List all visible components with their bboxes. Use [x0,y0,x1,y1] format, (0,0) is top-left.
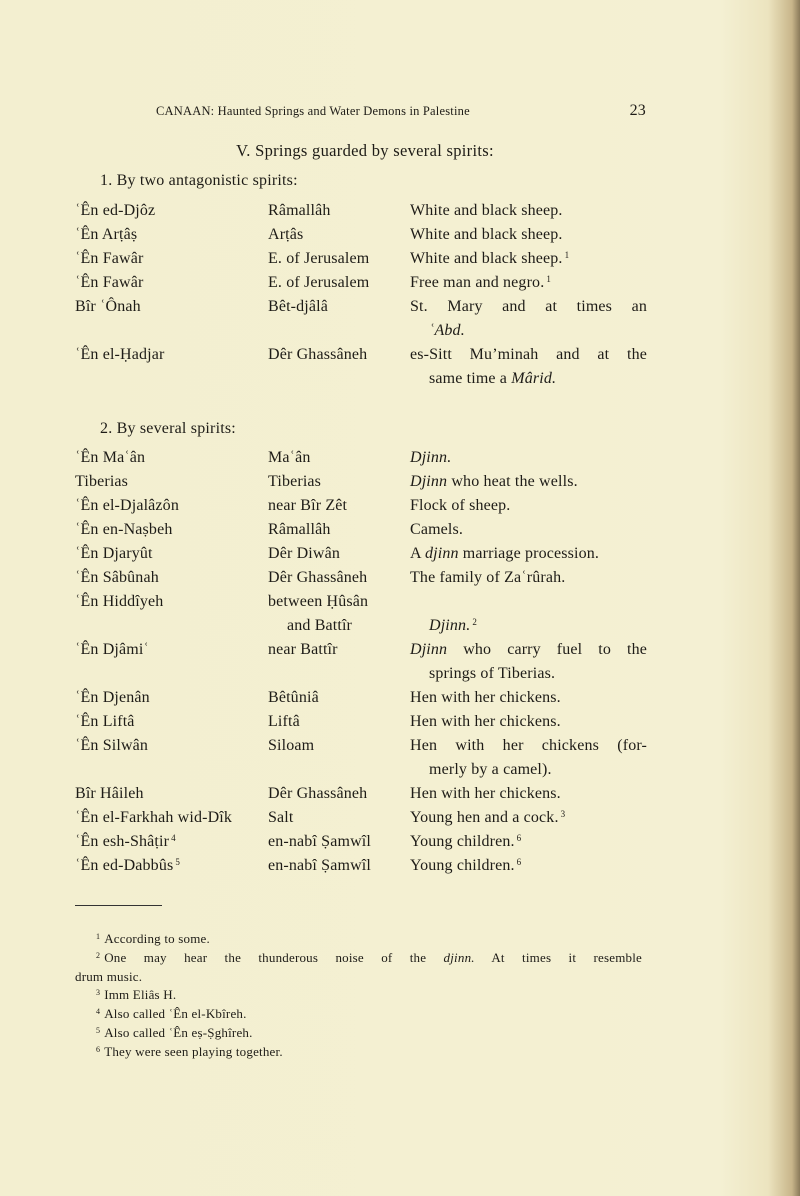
spirit-description-cell [410,223,647,247]
spring-name: ʿÊn Maʿân [75,449,146,466]
footnote [75,949,642,968]
page-number: 23 [629,102,646,119]
location-cell [268,710,410,734]
footnote-text: One may hear the thunderous noise of the [104,949,444,965]
running-header [156,104,646,119]
location-cell [268,494,410,518]
description-text: Camels. [410,521,464,538]
footnote-text: According to some. [104,931,210,946]
table-row [75,854,647,878]
spring-name: ʿÊn Silwân [75,737,149,754]
spring-name-cell [75,782,268,806]
description-line [410,734,647,758]
table-row [75,199,647,223]
table-row [75,686,647,710]
spring-name-cell [75,566,268,590]
spring-name-cell [75,494,268,518]
location-line: Dêr Ghassâneh [268,346,368,363]
description-text: merly by a camel). [429,761,552,778]
location-line: Bêtûniâ [268,689,319,706]
description-text: es-Sitt Mu’minah and at the [410,346,647,363]
location-cell [268,446,410,470]
description-text: Hen with her chickens (for- [410,737,647,754]
location-line: en-nabî Ṣamwîl [268,857,371,874]
description-line [410,247,647,271]
description-line [410,367,647,391]
location-cell [268,638,410,686]
location-line: Siloam [268,737,315,754]
description-line [410,223,647,247]
location-line: Liftâ [268,713,300,730]
spirit-description-cell [410,638,647,686]
table-row [75,223,647,247]
spring-name-cell [75,686,268,710]
table-row [75,295,647,343]
footnote-number: 5 [96,1025,101,1035]
spirit-description-cell [410,686,647,710]
description-text: Hen with her chickens. [410,785,561,802]
spirit-description-cell [410,734,647,782]
table-row [75,638,647,686]
spring-name-cell [75,199,268,223]
description-line [410,295,647,319]
location-line: near Bîr Zêt [268,497,348,514]
description-text: White and black sheep. [410,250,563,267]
spring-name-cell [75,710,268,734]
footnote-ref: 6 [516,857,522,867]
location-cell [268,247,410,271]
location-cell [268,199,410,223]
location-cell [268,686,410,710]
description-text: Young children. [410,857,515,874]
location-line: Arṭâs [268,226,304,243]
spring-name-cell [75,343,268,391]
description-line [410,662,647,686]
description-line [410,319,647,343]
spring-name: ʿÊn ed-Dabbûs [75,857,174,874]
location-line: and Battîr [287,617,353,634]
spirit-description-cell [410,518,647,542]
footnote-number: 6 [96,1044,101,1054]
spirit-description-cell [410,854,647,878]
table-row [75,734,647,782]
footnote-ref: 5 [175,857,181,867]
description-text: Young children. [410,833,515,850]
table-row [75,518,647,542]
footnote-text: djinn. [443,949,475,965]
description-line [410,710,647,734]
spring-name: ʿÊn ed-Djôz [75,202,156,219]
location-cell [268,223,410,247]
location-cell [268,470,410,494]
location-line: Râmallâh [268,521,331,538]
description-text: St. Mary and at times an [410,298,647,315]
spring-name: ʿÊn el-Farkhah wid-Dîk [75,809,233,826]
description-text: White and black sheep. [410,226,563,243]
description-text: Free man and negro. [410,274,545,291]
description-text: springs of Tiberias. [429,665,556,682]
description-text: djinn [424,545,459,562]
location-cell [268,806,410,830]
footnote-ref: 1 [564,250,570,260]
spring-name-cell [75,734,268,782]
description-text: Djinn. [429,617,471,634]
description-line [410,566,647,590]
spring-name: Tiberias [75,473,129,490]
spring-name: ʿÊn Djenân [75,689,150,706]
spring-name: ʿÊn en-Naṣbeh [75,521,173,538]
spring-name: ʿÊn Arṭâṣ [75,226,138,243]
description-line [410,806,647,830]
spring-name: ʿÊn Sâbûnah [75,569,159,586]
location-cell [268,518,410,542]
description-line [410,470,647,494]
spring-name-cell [75,542,268,566]
location-cell [268,854,410,878]
table-row [75,830,647,854]
footnote-text: At times it resemble [474,949,642,965]
description-text: A [410,545,425,562]
footnotes [75,930,642,1062]
spirit-description-cell [410,806,647,830]
description-text: marriage procession. [458,545,600,562]
spirit-description-cell [410,343,647,391]
description-line [410,590,647,614]
footnote-number: 2 [96,950,101,960]
table-row [75,343,647,391]
location-line: Maʿân [268,449,311,466]
spring-name-cell [75,854,268,878]
footnote-ref: 3 [560,809,566,819]
spring-name: ʿÊn Djâmiʿ [75,641,149,658]
location-line: Salt [268,809,294,826]
description-line [410,614,647,638]
description-text: ʿAbd. [429,322,465,339]
footnote-rule [75,905,162,906]
footnote-text: Imm Eliâs H. [104,987,177,1003]
location-cell [268,590,410,638]
location-cell [268,830,410,854]
footnote-ref: 2 [472,617,478,627]
spring-name: Bîr ʿÔnah [75,298,141,315]
description-line [410,854,647,878]
description-text: who heat the wells. [447,473,578,490]
description-text: Mârid. [511,370,557,387]
table-row [75,590,647,638]
description-line [410,686,647,710]
footnote-ref: 1 [546,274,552,284]
location-cell [268,343,410,391]
spring-name-cell [75,271,268,295]
spring-name: ʿÊn Fawâr [75,250,144,267]
springs-table-antagonistic [75,199,647,391]
location-line: E. of Jerusalem [268,250,370,267]
spirit-description-cell [410,542,647,566]
footnote-number: 1 [96,932,101,941]
spring-name-cell [75,518,268,542]
table-row [75,494,647,518]
spring-name-cell [75,223,268,247]
location-cell [268,566,410,590]
description-text: Hen with her chickens. [410,713,561,730]
table-row [75,446,647,470]
location-cell [268,734,410,782]
footnote [75,930,642,949]
description-line [410,199,647,223]
spirit-description-cell [410,710,647,734]
spring-name: ʿÊn Hiddîyeh [75,593,164,610]
location-line: Tiberias [268,473,322,490]
spring-name-cell [75,590,268,638]
spring-name: ʿÊn el-Ḥadjar [75,346,165,363]
spirit-description-cell [410,295,647,343]
description-line [410,542,647,566]
spring-name: ʿÊn Liftâ [75,713,135,730]
description-text: Djinn [410,473,448,490]
spring-name-cell [75,247,268,271]
springs-table-several [75,446,647,878]
footnote [75,1024,642,1043]
subsection-heading-1: 1. By two antagonistic spirits: [100,172,298,189]
spring-name-cell [75,806,268,830]
spirit-description-cell [410,566,647,590]
spirit-description-cell [410,271,647,295]
spirit-description-cell [410,830,647,854]
spring-name: Bîr Hâileh [75,785,144,802]
spring-name: ʿÊn esh-Shâṭir [75,833,170,850]
location-line: between Ḥûsân [268,593,369,610]
description-line [410,758,647,782]
spirit-description-cell [410,470,647,494]
description-line [410,830,647,854]
section-title: V. Springs guarded by several spirits: [236,141,494,160]
location-cell [268,271,410,295]
footnote [75,1005,642,1024]
spirit-description-cell [410,494,647,518]
description-text: same time a [429,370,512,387]
description-line [410,518,647,542]
table-row [75,806,647,830]
location-cell [268,542,410,566]
footnote-number: 4 [96,1007,101,1017]
footnote [75,986,642,1005]
spirit-description-cell [410,446,647,470]
footnote-continuation: drum music. [75,968,143,984]
spring-name: ʿÊn Fawâr [75,274,144,291]
footnote [75,1043,642,1062]
description-line [410,271,647,295]
description-line [410,446,647,470]
footnote-ref: 4 [171,833,176,843]
location-line: Dêr Ghassâneh [268,785,368,802]
footnote-number: 3 [96,988,101,998]
location-line: Bêt-djâlâ [268,298,328,315]
spring-name: ʿÊn Djaryût [75,545,153,562]
description-line [410,494,647,518]
spring-name-cell [75,446,268,470]
table-row [75,271,647,295]
spirit-description-cell [410,590,647,638]
spring-name-cell [75,638,268,686]
location-cell [268,295,410,343]
table-row [75,247,647,271]
spirit-description-cell [410,199,647,223]
table-row [75,710,647,734]
description-line [410,343,647,367]
table-row [75,470,647,494]
running-title: CANAAN: Haunted Springs and Water Demons in Palestine [156,104,470,118]
table-row [75,782,647,806]
spirit-description-cell [410,782,647,806]
description-text: The family of Zaʿrûrah. [410,569,566,586]
footnote-ref: 6 [516,833,522,843]
description-line [410,782,647,806]
location-line: Râmallâh [268,202,331,219]
spring-name: ʿÊn el-Djalâzôn [75,497,179,514]
location-line: E. of Jerusalem [268,274,370,291]
location-line: Dêr Ghassâneh [268,569,368,586]
table-row [75,566,647,590]
location-line: Dêr Diwân [268,545,340,562]
footnote-text: They were seen playing together. [104,1043,283,1059]
spirit-description-cell [410,247,647,271]
spring-name-cell [75,470,268,494]
location-line: en-nabî Ṣamwîl [268,833,371,850]
subsection-heading-2: 2. By several spirits: [100,420,236,437]
footnote-text: Also called ʿÊn eṣ-Ṣghîreh. [104,1024,253,1040]
description-text: Young hen and a cock. [410,809,559,826]
description-text: Djinn. [410,449,452,466]
footnote-text: Also called ʿÊn el-Kbîreh. [104,1006,247,1022]
description-line [410,638,647,662]
table-row [75,542,647,566]
description-text: Flock of sheep. [410,497,511,514]
description-text: White and black sheep. [410,202,563,219]
location-line: near Battîr [268,641,338,658]
spring-name-cell [75,295,268,343]
description-text: who carry fuel to the [447,641,647,658]
location-cell [268,782,410,806]
description-text: Djinn [410,641,448,658]
spring-name-cell [75,830,268,854]
description-text: Hen with her chickens. [410,689,561,706]
